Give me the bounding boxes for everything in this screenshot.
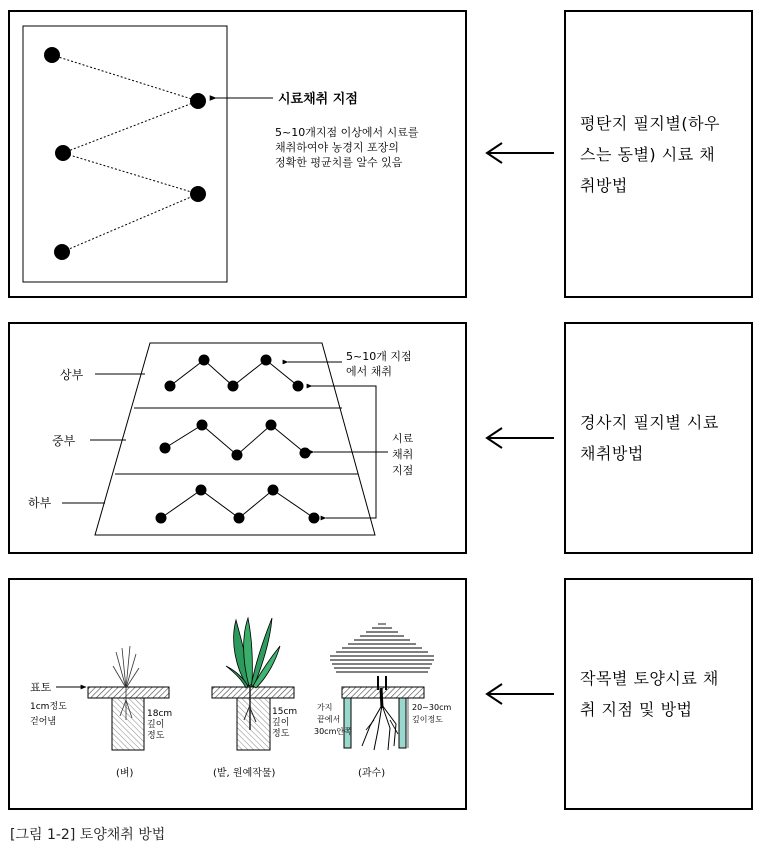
figure-caption: [그림 1-2] 토양채취 방법 <box>10 827 166 843</box>
sample-point <box>199 355 210 366</box>
crop-name: (벼) <box>116 768 134 779</box>
sample-point <box>196 485 207 496</box>
orchard-sample <box>314 624 451 779</box>
remove-label: 1cm정도 <box>30 702 67 712</box>
branch-label: 가지 <box>317 703 333 712</box>
field-plot <box>23 26 227 282</box>
crop-method-panel <box>8 578 467 810</box>
slope-field-panel <box>8 322 467 554</box>
sample-point <box>160 443 171 454</box>
flat-field-description <box>564 10 753 298</box>
note-line: 채취하여야 농경지 포장의 <box>275 141 399 154</box>
slope-field-description <box>564 322 753 554</box>
left-arrow-icon <box>484 682 556 706</box>
note-line: 5~10개지점 이상에서 시료를 <box>275 126 419 139</box>
sample-point <box>54 244 70 260</box>
sample-point <box>190 93 206 109</box>
depth-label: 깊이정도 <box>412 715 443 724</box>
sample-point <box>156 513 167 524</box>
flat-field-panel <box>8 10 467 298</box>
sample-point <box>44 47 60 63</box>
note-line: 정확한 평균치를 알수 있음 <box>275 156 403 169</box>
zone-label-middle: 중부 <box>52 434 76 448</box>
topsoil-label: 표토 <box>30 681 52 694</box>
crop-name: (과수) <box>358 768 386 779</box>
flat-field-diagram <box>10 12 465 296</box>
sample-point <box>228 381 239 392</box>
crop-method-description <box>564 578 753 810</box>
depth-label: 20~30cm <box>412 703 452 712</box>
depth-label: 정도 <box>272 729 290 739</box>
crop-name: (밭, 원예작물) <box>213 768 276 779</box>
description-text: 경사지 필지별 시료 채취방법 <box>580 413 719 463</box>
rice-sample <box>88 646 172 779</box>
sample-point <box>197 420 208 431</box>
sample-point <box>55 145 71 161</box>
sample-point <box>234 513 245 524</box>
slope-field-diagram <box>10 324 465 552</box>
sample-point <box>190 186 206 202</box>
sample-point <box>309 513 320 524</box>
topsoil-layer <box>212 687 294 698</box>
field-crop-sample <box>212 618 297 779</box>
sample-hole-right <box>399 698 406 748</box>
remove-label: 걷어냄 <box>30 717 57 727</box>
sample-hole-left <box>344 698 351 748</box>
sample-point <box>165 381 176 392</box>
sample-point <box>266 420 277 431</box>
sample-point <box>232 450 243 461</box>
points-label: 에서 채취 <box>346 365 393 378</box>
tree-canopy-icon <box>330 624 434 672</box>
description-text: 작목별 토양시료 채 취 지점 및 방법 <box>580 669 719 719</box>
sampling-point-label: 시료채취 지점 <box>278 92 358 107</box>
left-arrow-icon <box>484 141 556 165</box>
depth-label: 15cm <box>272 707 298 717</box>
left-arrow-icon <box>484 426 556 450</box>
zone-label-bottom: 하부 <box>28 496 52 510</box>
sample-point <box>261 355 272 366</box>
depth-label: 깊이 <box>147 720 165 730</box>
sample-point <box>300 448 311 459</box>
sampling-label: 시료 <box>392 432 414 445</box>
crop-method-diagram <box>10 580 465 808</box>
sampling-label: 채취 <box>392 448 414 461</box>
branch-label: 끝에서 <box>317 715 341 724</box>
depth-label: 18cm <box>147 709 173 719</box>
points-label: 5~10개 지점 <box>346 350 412 363</box>
sample-point <box>293 381 304 392</box>
sampling-label: 지점 <box>392 464 414 477</box>
description-text: 평탄지 필지별(하우 스는 동별) 시료 채 취방법 <box>580 113 720 195</box>
depth-label: 깊이 <box>272 718 290 728</box>
branch-label: 30cm안쪽 <box>314 727 352 736</box>
zone-label-top: 상부 <box>60 368 84 382</box>
slope-trapezoid <box>95 343 375 535</box>
topsoil-layer <box>342 687 424 698</box>
soil-core <box>237 698 270 750</box>
sample-point <box>268 485 279 496</box>
topsoil-layer <box>88 687 169 698</box>
depth-label: 정도 <box>147 731 165 741</box>
